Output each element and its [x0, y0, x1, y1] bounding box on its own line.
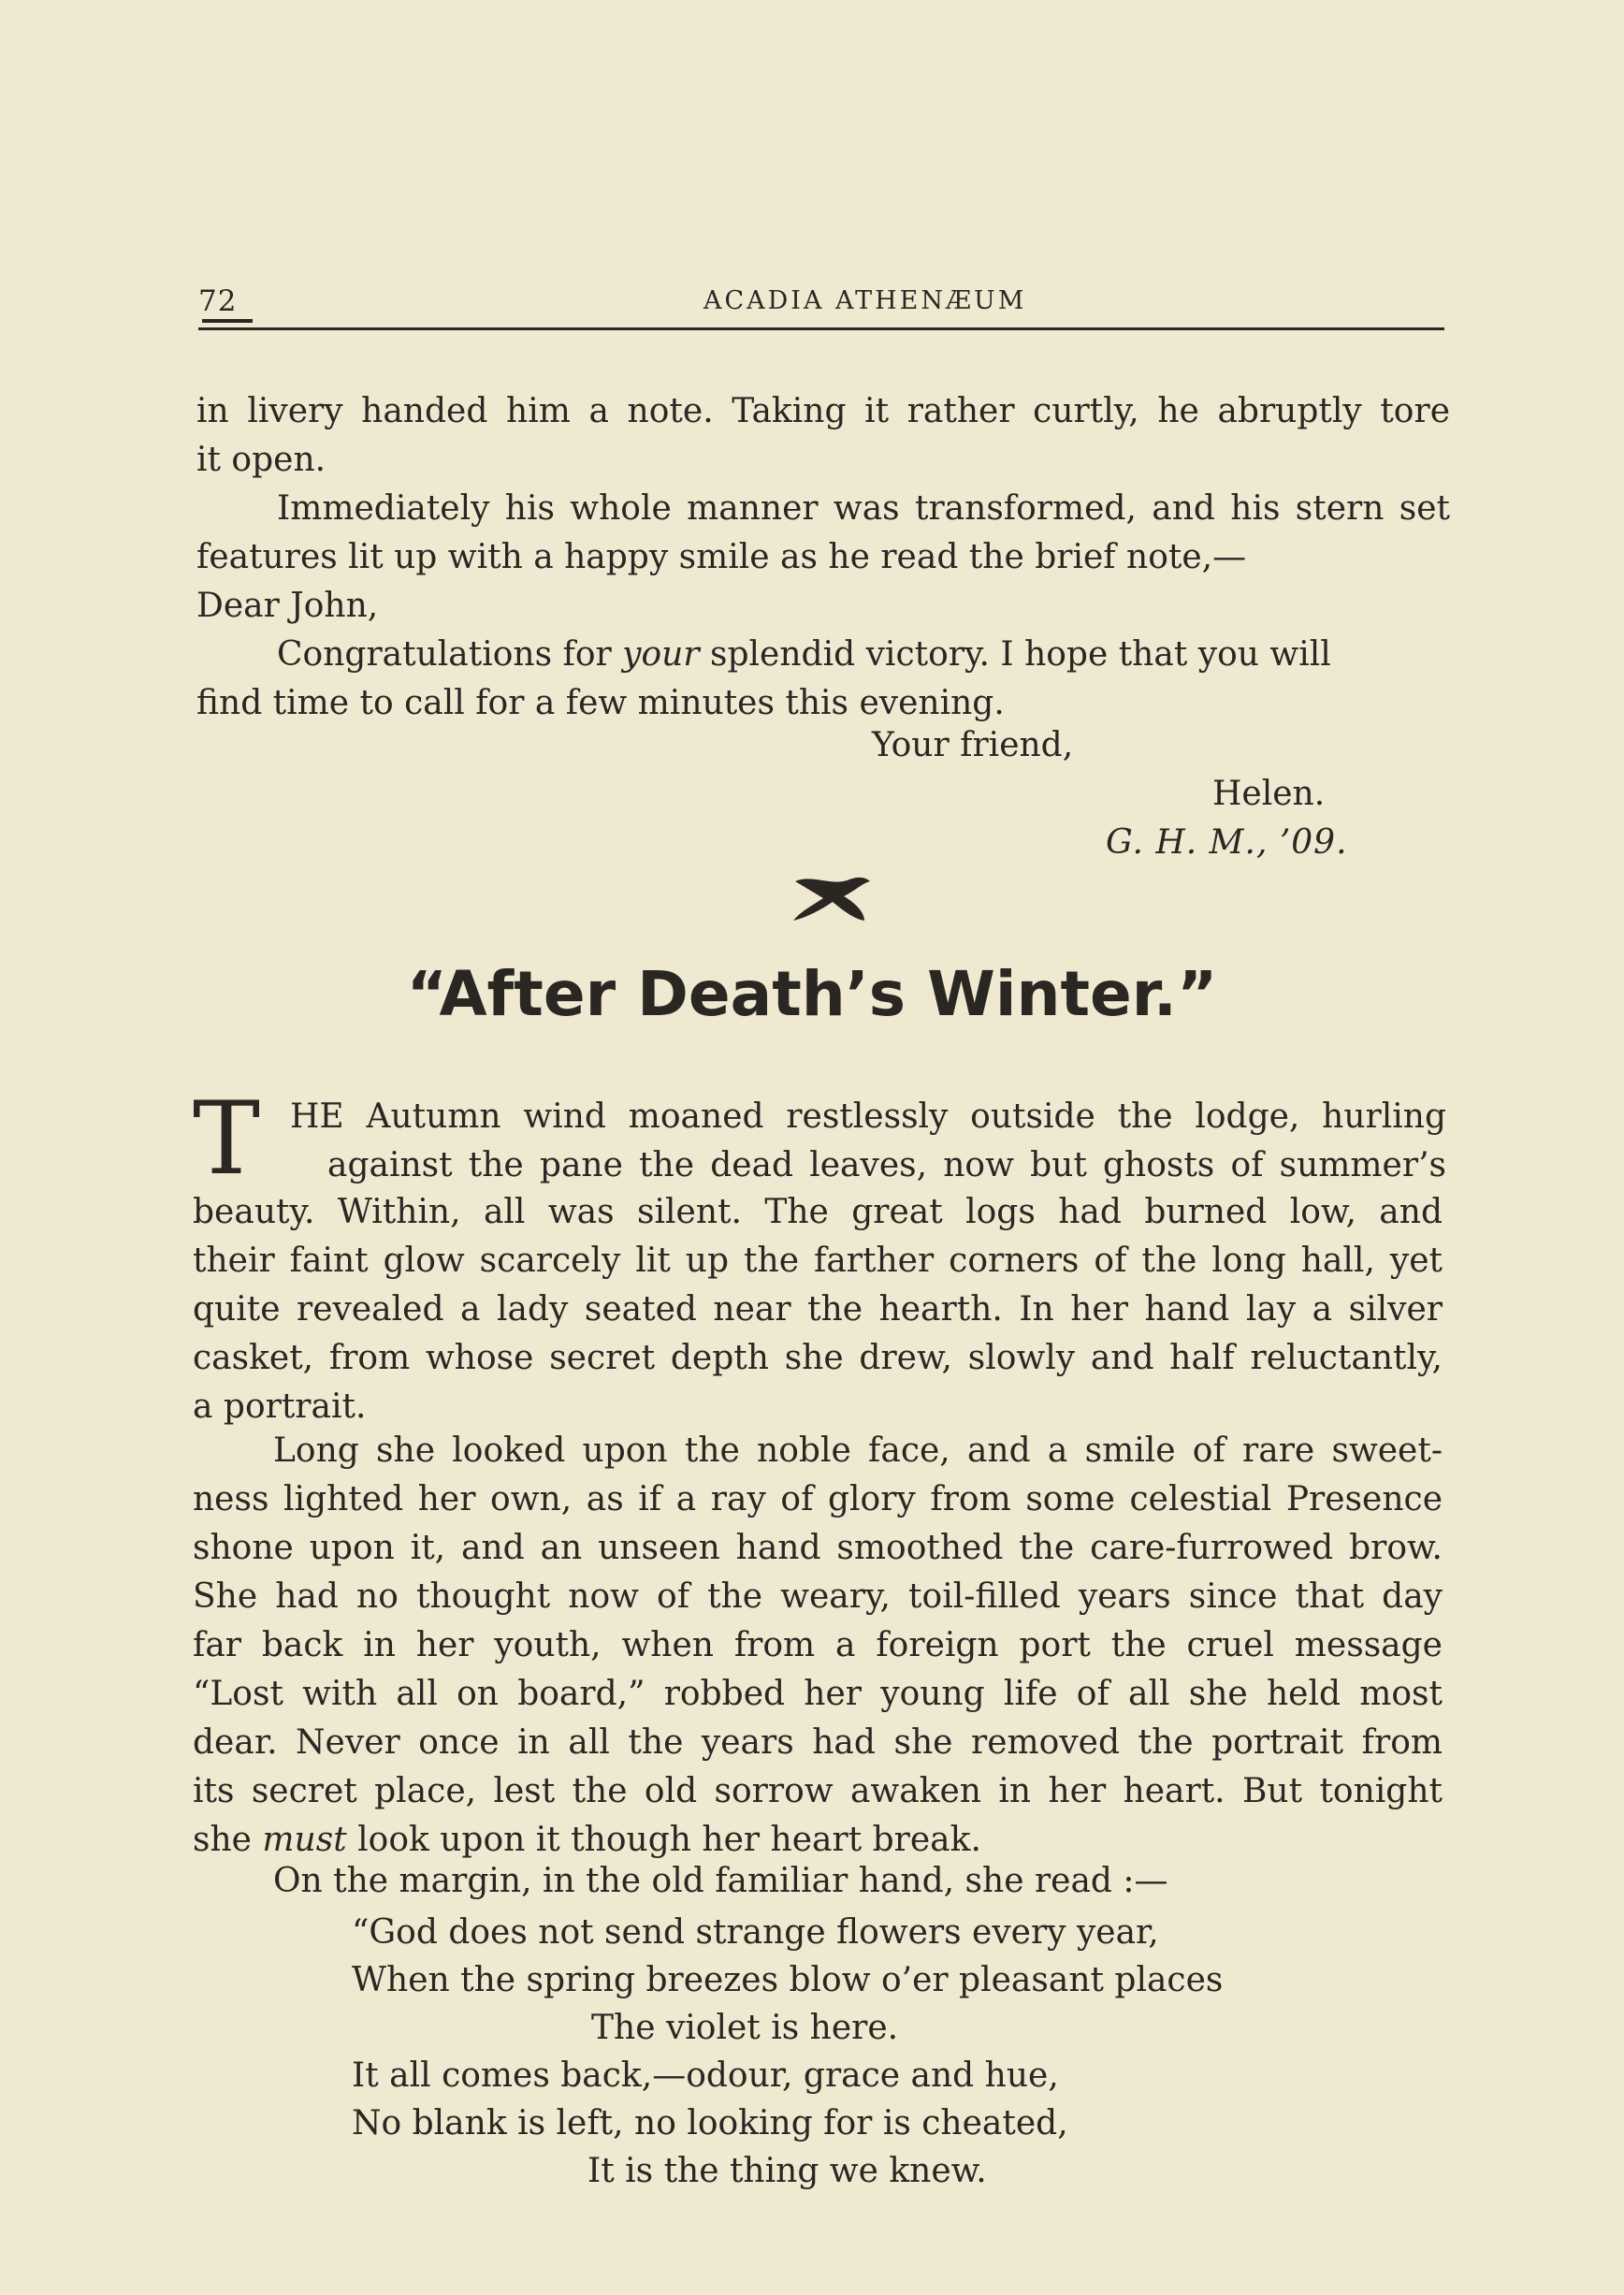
poem-line: It is the thing we knew. [587, 2152, 987, 2190]
text-line: beauty. Within, all was silent. The great logs had burned low, and [193, 1193, 1443, 1231]
paragraph-3 [273, 1857, 1523, 1906]
text-line: ness lighted her own, as if a ray of glory from some celestial Presence [193, 1480, 1443, 1518]
text-line: casket, from whose secret depth she drew, slowly and half reluctantly, [193, 1339, 1443, 1377]
running-header [198, 279, 1444, 335]
text-line: She had no thought now of the weary, toil-filled years since that day [193, 1577, 1443, 1616]
page-number-underline [202, 319, 253, 323]
paragraph-1 [193, 1188, 1443, 1431]
text-line: dear. Never once in all the years had she removed the portrait from [193, 1723, 1443, 1762]
text-run: she [193, 1821, 263, 1859]
emphasis-must: must [262, 1821, 347, 1859]
poem-line: The violet is here. [591, 2009, 899, 2047]
paragraph-2 [193, 1427, 1443, 1865]
text-line: features lit up with a happy smile as he read the brief note,— [196, 538, 1247, 576]
running-title: ACADIA ATHENÆUM [703, 286, 1027, 315]
letter-salutation: Dear John, [196, 587, 379, 625]
text-line: “Lost with all on board,” robbed her young life of all she held most [193, 1675, 1443, 1713]
text-line: HE Autumn wind moaned restlessly outside the lodge, hurling [290, 1097, 1446, 1136]
letter-story-end [196, 387, 1450, 728]
text-line: against the pane the dead leaves, now but ghosts of summer’s [327, 1146, 1446, 1184]
page-number: 72 [198, 284, 238, 318]
text-line [196, 631, 1450, 679]
poem-line: It all comes back,—odour, grace and hue, [352, 2056, 1059, 2095]
text-line: shone upon it, and an unseen hand smoothed the care-furrowed brow. [193, 1529, 1443, 1567]
author-initials: G. H. M., ’09. [1106, 823, 1348, 862]
text-line: far back in her youth, when from a foreign port the cruel message [193, 1626, 1443, 1664]
section-ornament-icon [784, 864, 877, 930]
text-run: look upon it though her heart break. [346, 1821, 981, 1859]
text-line: Long she looked upon the noble face, and a smile of rare sweet- [273, 1431, 1443, 1470]
text-run: splendid victory. I hope that you will [699, 635, 1331, 674]
text-line: quite revealed a lady seated near the hearth. In her hand lay a silver [193, 1290, 1443, 1329]
text-line: in livery handed him a note. Taking it rather curtly, he abruptly tore [196, 392, 1450, 430]
emphasis-your: your [622, 635, 700, 674]
poem-line: “God does not send strange flowers every year, [352, 1913, 1159, 1952]
drop-cap: T [193, 1081, 261, 1198]
text-line: a portrait. [193, 1387, 367, 1426]
header-rule [198, 327, 1444, 330]
article-title: “After Death’s Winter.” [406, 958, 1218, 1030]
text-line: its secret place, lest the old sorrow awaken in her heart. But tonight [193, 1772, 1443, 1810]
text-run: Congratulations for [277, 635, 623, 674]
text-line: it open. [196, 441, 326, 479]
first-lines [290, 1093, 1446, 1190]
poem-line: When the spring breezes blow o’er pleasant places [352, 1961, 1224, 1999]
text-line: On the margin, in the old familiar hand, she read :— [273, 1862, 1168, 1900]
text-line: their faint glow scarcely lit up the farther corners of the long hall, yet [193, 1242, 1443, 1280]
text-line: find time to call for a few minutes this evening. [196, 684, 1005, 722]
text-line: Immediately his whole manner was transformed, and his stern set [277, 489, 1450, 528]
poem-line: No blank is left, no looking for is cheated, [352, 2104, 1068, 2142]
letter-signature: Helen. [1212, 775, 1326, 813]
letter-closing: Your friend, [872, 726, 1074, 764]
